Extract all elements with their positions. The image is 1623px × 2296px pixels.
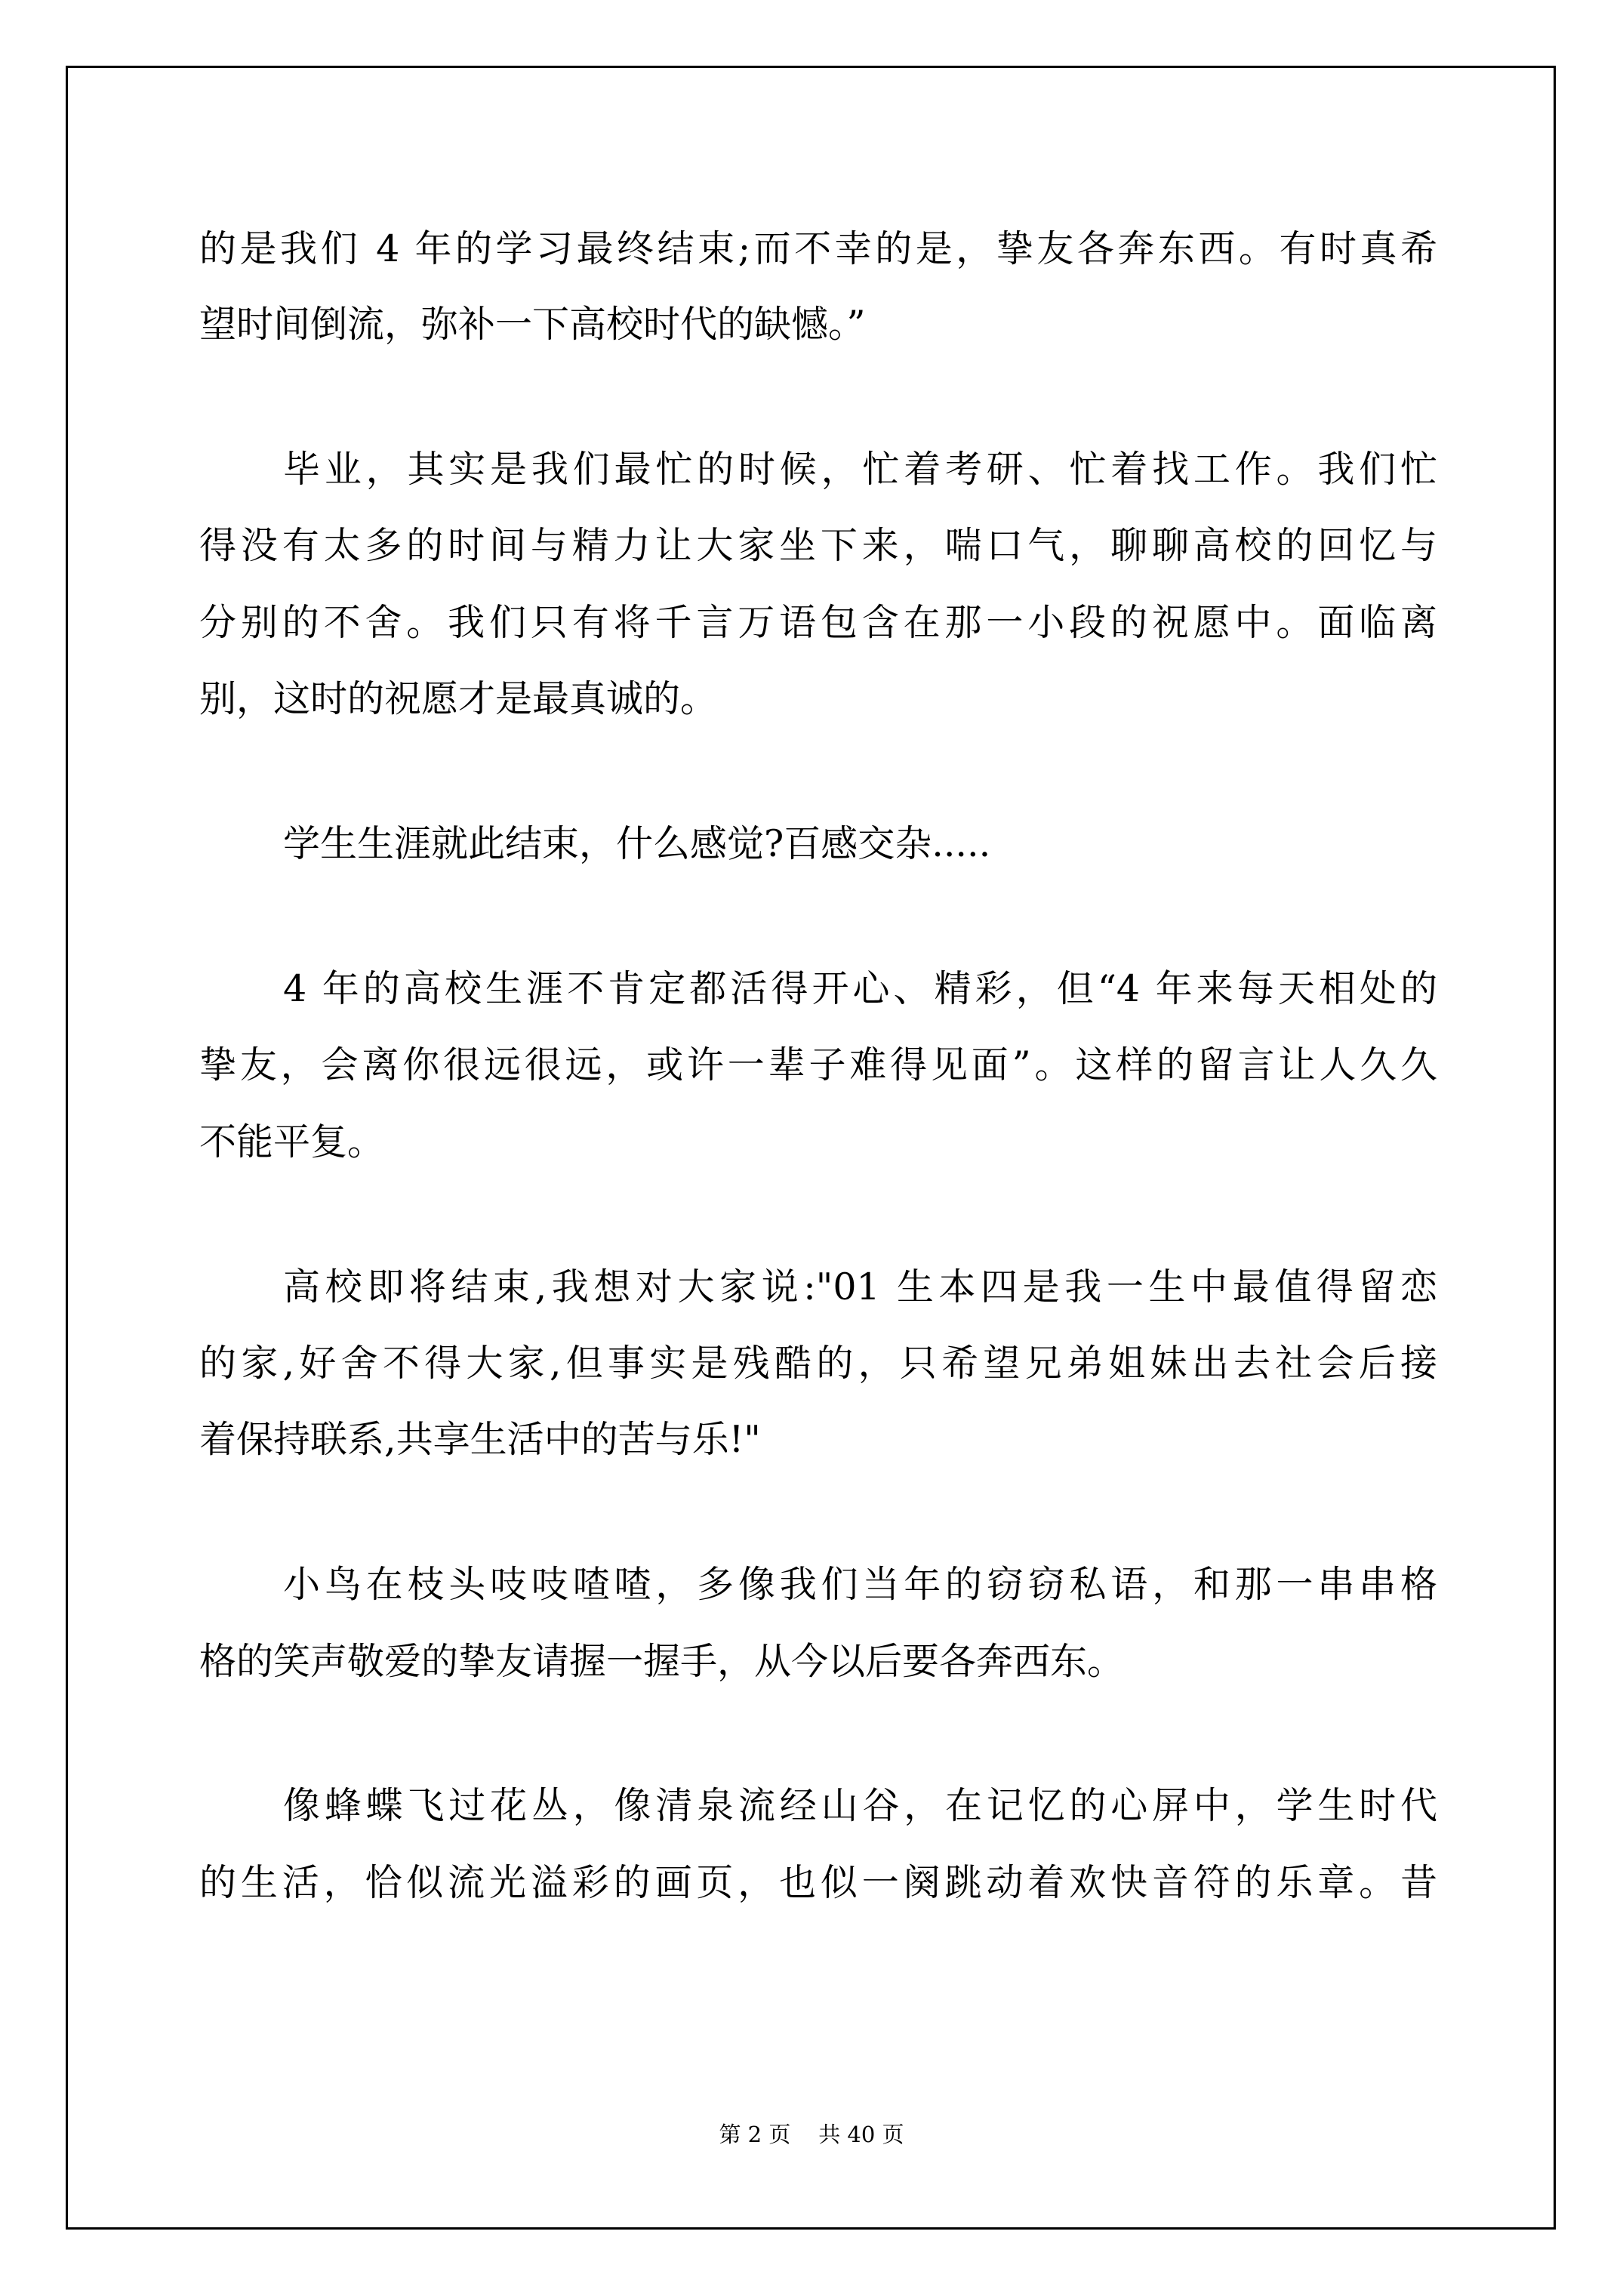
text-line: 望时间倒流，弥补一下高校时代的缺憾。”	[199, 303, 866, 346]
paragraph-start-line: 小鸟在枝头吱吱喳喳，多像我们当年的窃窃私语，和那一串串格	[283, 1563, 1437, 1606]
paragraph-start-line: 4 年的高校生涯不肯定都活得开心、精彩，但“4 年来每天相处的	[283, 967, 1437, 1010]
paragraph-start-line: 像蜂蝶飞过花丛，像清泉流经山谷，在记忆的心屏中，学生时代	[283, 1784, 1437, 1827]
text-line: 挚友，会离你很远很远，或许一辈子难得见面”。这样的留言让人久久	[199, 1043, 1437, 1086]
paragraph-start-line: 高校即将结束,我想对大家说:"01 生本四是我一生中最值得留恋	[283, 1265, 1437, 1308]
text-line: 格的笑声敬爱的挚友请握一握手，从今以后要各奔西东。	[199, 1640, 1125, 1683]
page-number-footer: 第 2 页 共 40 页	[719, 2122, 904, 2147]
text-line: 别，这时的祝愿才是最真诚的。	[199, 677, 718, 720]
paragraph-start-line: 毕业，其实是我们最忙的时候，忙着考研、忙着找工作。我们忙	[283, 448, 1437, 491]
text-line: 的是我们 4 年的学习最终结束;而不幸的是，挚友各奔东西。有时真希	[199, 227, 1437, 270]
text-line: 着保持联系,共享生活中的苦与乐!"	[199, 1418, 761, 1461]
paragraph-start-line: 学生生涯就此结束，什么感觉?百感交杂.....	[283, 822, 991, 865]
text-line: 得没有太多的时间与精力让大家坐下来，喘口气，聊聊高校的回忆与	[199, 524, 1437, 567]
text-line: 的生活，恰似流光溢彩的画页，也似一阕跳动着欢快音符的乐章。昔	[199, 1861, 1437, 1904]
text-line: 不能平复。	[199, 1120, 385, 1163]
text-line: 的家,好舍不得大家,但事实是残酷的，只希望兄弟姐妹出去社会后接	[199, 1342, 1437, 1385]
text-line: 分别的不舍。我们只有将千言万语包含在那一小段的祝愿中。面临离	[199, 601, 1437, 644]
